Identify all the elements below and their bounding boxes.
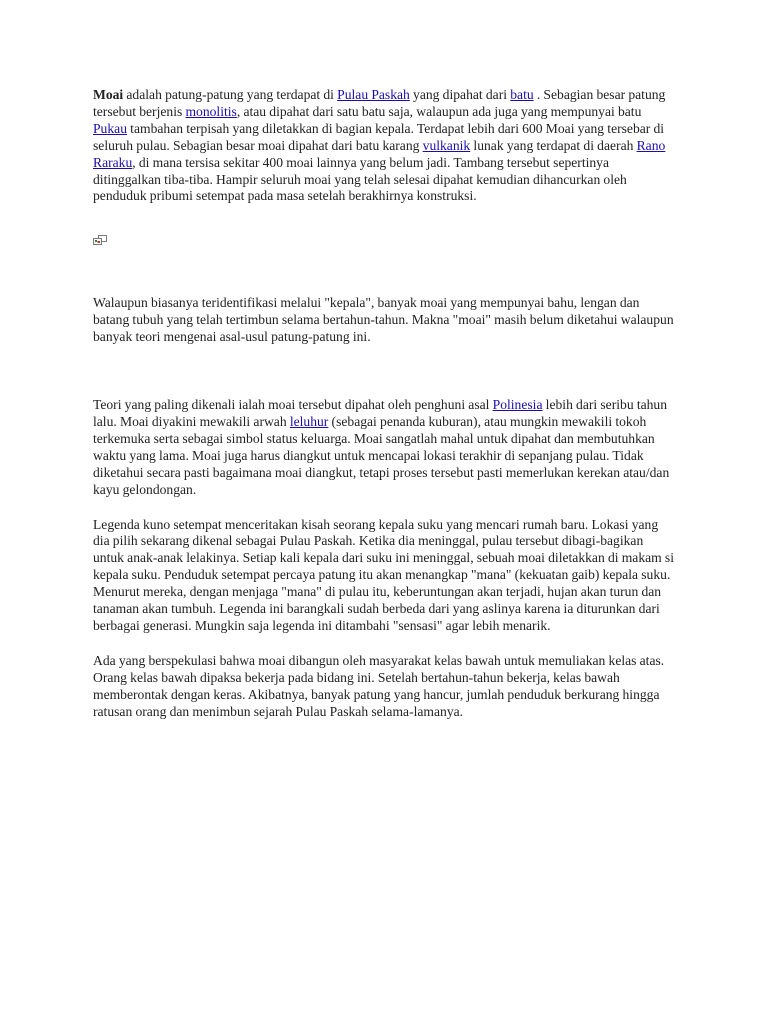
- link-batu[interactable]: batu: [510, 87, 534, 102]
- text-segment: Teori yang paling dikenali ialah moai tersebut dipahat oleh penghuni asal: [93, 397, 493, 413]
- text-segment: lebih dari seribu tahun lalu. Moai diyakini mewakili arwah: [93, 397, 668, 429]
- document-body: [93, 87, 675, 720]
- link-polinesia[interactable]: Polinesia: [492, 397, 543, 413]
- paragraph-intro: [93, 87, 675, 205]
- link-pukau[interactable]: Pukau: [93, 120, 127, 136]
- image-placeholder: [93, 235, 675, 265]
- link-leluhur[interactable]: leluhur: [289, 413, 329, 429]
- text-segment: yang dipahat dari: [409, 87, 511, 102]
- text-segment: tambahan terpisah yang diletakkan di bagian kepala. Terdapat lebih dari 600 Moai yang tersebar di seluruh pulau. Sebagian besar moai dipahat dari batu karang: [93, 120, 665, 153]
- text-segment: adalah patung-patung yang terdapat di: [123, 87, 338, 102]
- text-segment: , di mana tersisa sekitar 400 moai lainnya yang belum jadi. Tambang tersebut sepertinya ditinggalkan tiba-tiba. Hampir seluruh moai yang telah selesai dipahat kemudian dihancurkan oleh penduduk pribumi setempat pada masa setelah berakhirnya konstruksi.: [93, 154, 627, 204]
- text-segment: . Sebagian besar patung tersebut berjenis: [93, 87, 666, 119]
- text-segment: , atau dipahat dari satu batu saja, walaupun ada juga yang mempunyai batu: [236, 103, 642, 119]
- link-pulau-paskah[interactable]: Pulau Paskah: [337, 87, 410, 102]
- paragraph-identification: Walaupun biasanya teridentifikasi melalui "kepala", banyak moai yang mempunyai bahu, lengan dan batang tubuh yang telah tertimbun selama bertahun-tahun. Makna "moai" masih belum diketahui walaupun banyak teori mengenai asal-usul patung-patung ini.: [93, 295, 674, 345]
- term-moai: Moai: [93, 87, 124, 102]
- text-segment: lunak yang terdapat di daerah: [470, 137, 637, 153]
- paragraph-theory: [93, 397, 675, 498]
- link-rano-raraku[interactable]: Rano Raraku: [93, 137, 666, 170]
- paragraph-legend: Legenda kuno setempat menceritakan kisah seorang kepala suku yang mencari rumah baru. Lokasi yang dia pilih sekarang dikenal sebagai Pulau Paskah. Ketika dia meninggal, pulau tersebut dibagi-bagikan untuk anak-anak lelakinya. Setiap kali kepala dari suku ini meninggal, sebuah moai diletakkan di makam si kepala suku. Penduduk setempat percaya patung itu akan menangkap "mana" (kekuatan gaib) kepala suku. Menurut mereka, dengan menjaga "mana" di pulau itu, keberuntungan akan terjadi, hujan akan turun dan tanaman akan tumbuh. Legenda ini barangkali sudah berbeda dari yang aslinya karena ia diturunkan dari berbagai generasi. Mungkin saja legenda ini ditambahi "sensasi" agar lebih menarik.: [93, 516, 674, 633]
- text-segment: (sebagai penanda kuburan), atau mungkin mewakili tokoh terkemuka serta sebagai simbol status keluarga. Moai sangatlah mahal untuk dipahat dan membutuhkan waktu yang lama. Moai juga harus diangkut untuk mencapai lokasi terakhir di sepanjang pulau. Tidak diketahui secara pasti bagaimana moai diangkut, tetapi proses tersebut pasti memerlukan kerekan atau/dan kayu gelondongan.: [93, 413, 670, 497]
- link-vulkanik[interactable]: vulkanik: [422, 137, 471, 153]
- broken-image-icon: [93, 235, 107, 245]
- link-monolitis[interactable]: monolitis: [185, 103, 237, 119]
- paragraph-speculation: Ada yang berspekulasi bahwa moai dibangun oleh masyarakat kelas bawah untuk memuliakan kelas atas. Orang kelas bawah dipaksa bekerja pada bidang ini. Setelah bertahun-tahun bekerja, kelas bawah memberontak dengan keras. Akibatnya, banyak patung yang hancur, jumlah penduduk berkurang hingga ratusan orang dan menimbun sejarah Pulau Paskah selama-lamanya.: [93, 652, 665, 719]
